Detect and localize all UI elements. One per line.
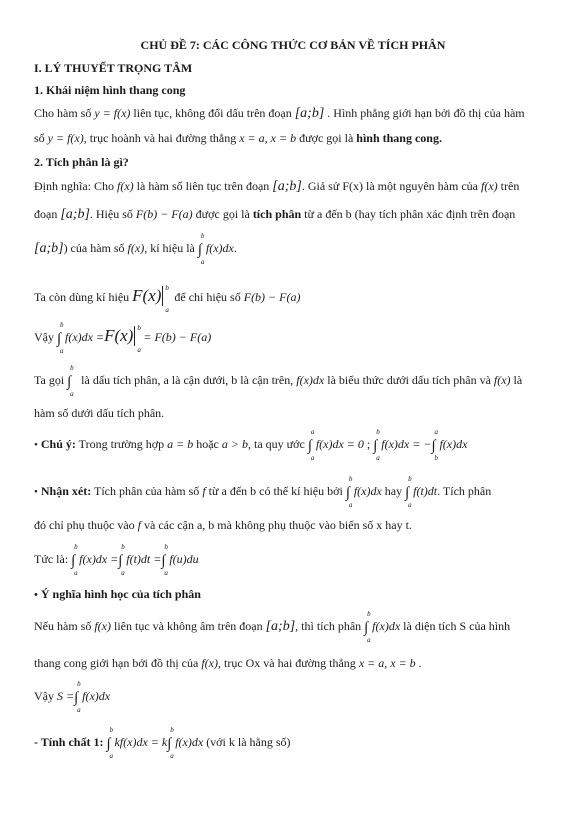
notation-line: Ta còn dùng kí hiệu F(x) b a để chỉ hiệu số F(b) − F(a) — [34, 284, 301, 314]
equivalence-line: Tức là: ∫ b a f(x)dx =∫ b a f(t)dt =∫ b a f(u)du — [34, 543, 199, 577]
subheading-2: 2. Tích phân là gì? — [34, 155, 129, 169]
note-line: • Chú ý: Trong trường hợp a = b hoặc a > b, ta quy ước ∫ a a f(x)dx = 0 ; ∫ b a f(x)dx = −∫ a b f(x)dx — [34, 428, 468, 462]
geometry-line-2: thang cong giới hạn bởi đồ thị của f(x), trục Ox và hai đường thẳng x = a, x = b . — [34, 656, 422, 670]
terms-line-1: Ta gọi ∫ b a là dấu tích phân, a là cận dưới, b là cận trên, f(x)dx là biểu thức dưới dấu tích phân và f(x) là — [34, 364, 523, 398]
area-formula: Vậy S =∫ b a f(x)dx — [34, 680, 111, 714]
integral-sign: ∫ b a — [197, 232, 205, 266]
remark-line-2: đó chỉ phụ thuộc vào f và các cận a, b mà không phụ thuộc vào biến số x hay t. — [34, 518, 412, 532]
geometry-line-1: Nếu hàm số f(x) liên tục và không âm trên đoạn [a;b], thì tích phân ∫ b a f(x)dx là diện tích S của hình — [34, 610, 511, 644]
definition-line-3: [a;b]) của hàm số f(x), kí hiệu là ∫ b a f(x)dx. — [34, 232, 237, 266]
remark-line-1: • Nhận xét: Tích phân của hàm số f từ a đến b có thể kí hiệu bởi ∫ b a f(x)dx hay ∫ b a f(t)dt. Tích phân — [34, 475, 492, 509]
formula-line: Vậy ∫ b a f(x)dx =F(x) b a = F(b) − F(a) — [34, 321, 212, 355]
subheading-1: 1. Khái niệm hình thang cong — [34, 83, 186, 97]
section-heading: I. LÝ THUYẾT TRỌNG TÂM — [34, 61, 193, 75]
property-1-line: - Tính chất 1: ∫ b a kf(x)dx = k∫ b a f(x)dx (với k là hằng số) — [34, 726, 291, 760]
definition-line-2: đoạn [a;b]. Hiệu số F(b) − F(a) được gọi là tích phân từ a đến b (hay tích phân xác định trên đoạn — [34, 207, 516, 222]
definition-line-1: Định nghĩa: Cho f(x) là hàm số liên tục trên đoạn [a;b]. Giả sử F(x) là một nguyên hàm của f(x) trên — [34, 179, 520, 194]
paragraph-1-line-1: Cho hàm số y = f(x) liên tục, không đổi dấu trên đoạn [a;b] . Hình phẳng giới hạn bởi đồ thị của hàm — [34, 106, 525, 121]
geometry-heading: • Ý nghĩa hình học của tích phân — [34, 587, 201, 601]
paragraph-1-line-2: số y = f(x), trục hoành và hai đường thẳng x = a, x = b được gọi là hình thang cong. — [34, 131, 442, 145]
page-title: CHỦ ĐỀ 7: CÁC CÔNG THỨC CƠ BẢN VỀ TÍCH PHÂN — [140, 38, 446, 52]
terms-line-2: hàm số dưới dấu tích phân. — [34, 406, 165, 420]
